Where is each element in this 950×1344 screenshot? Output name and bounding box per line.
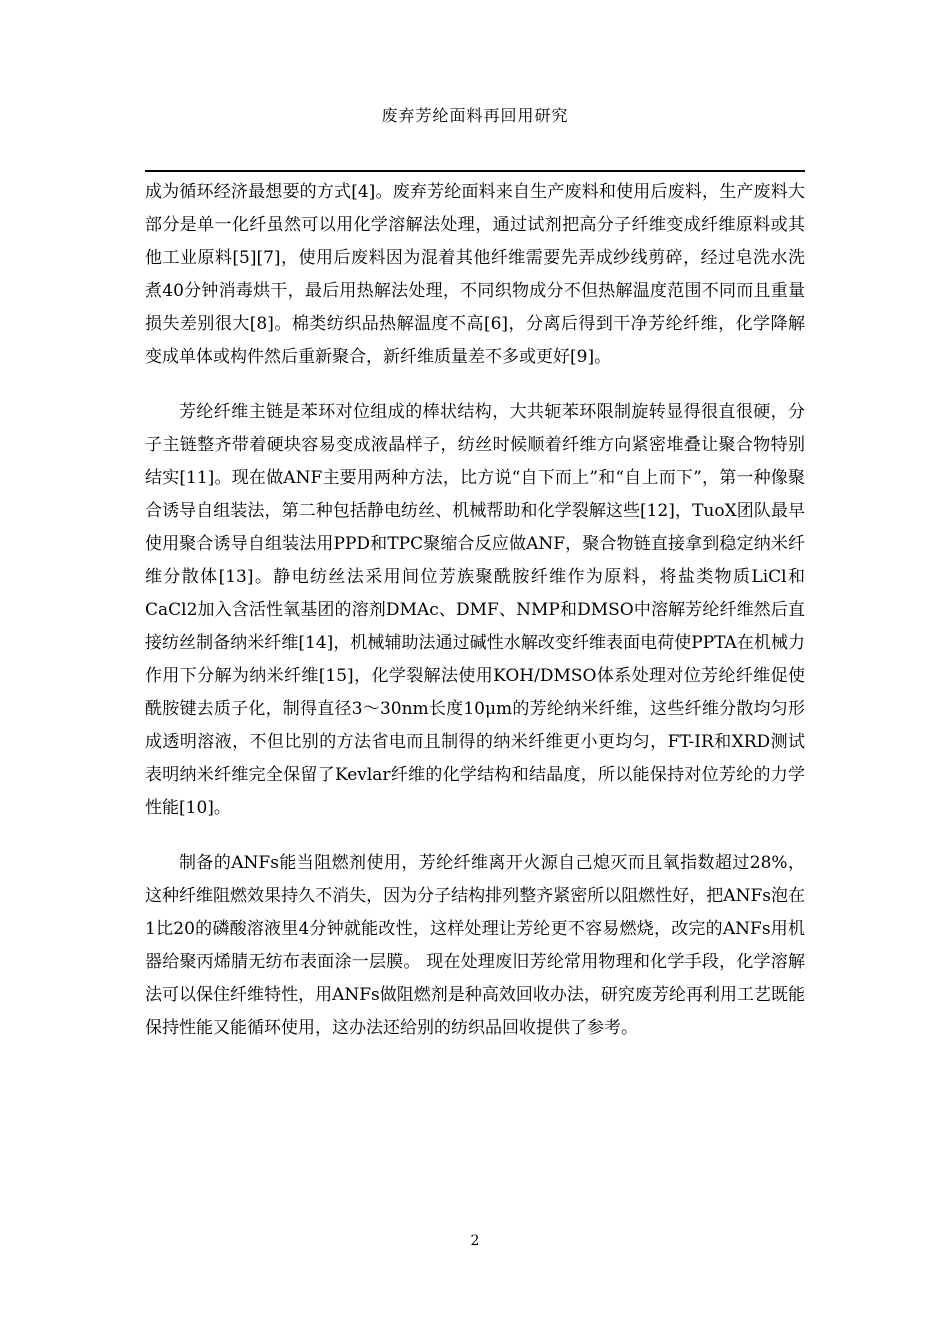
paragraph-continued: 成为循环经济最想要的方式[4]。废弃芳纶面料来自生产废料和使用后废料，生产废料大部分是单一化纤虽然可以用化学溶解法处理，通过试剂把高分子纤维变成纤维原料或其他工业原料[5][7]，使用后废料因为混着其他纤维需要先弄成纱线剪碎，经过皂洗水洗煮40分钟消毒烘干，最后用热解法处理，不同织物成分不但热解温度范围不同而且重量损失差别很大[8]。棉类纺织品热解温度不高[6]，分离后得到干净芳纶纤维，化学降解变成单体或构件然后重新聚合，新纤维质量差不多或更好[9]。 (145, 182, 805, 367)
paragraph-flame-retardant: 制备的ANFs能当阻燃剂使用，芳纶纤维离开火源自己熄灭而且氧指数超过28%，这种纤维阻燃效果持久不消失，因为分子结构排列整齐紧密所以阻燃性好，把ANFs泡在1比20的磷酸溶液里4分钟就能改性，这样处理让芳纶更不容易燃烧，改完的ANFs用机器给聚丙烯腈无纺布表面涂一层膜。 现在处理废旧芳纶常用物理和化学手段，化学溶解法可以保住纤维特性，用ANFs做阻燃剂是种高效回收办法，研究废芳纶再利用工艺既能保持性能又能循环使用，这办法还给别的纺织品回收提供了参考。 (145, 853, 805, 1038)
page-number: 2 (470, 1233, 480, 1249)
running-header: 废弃芳纶面料再回用研究 (381, 106, 569, 125)
header-divider (145, 170, 805, 172)
paragraph-aramid-structure: 芳纶纤维主链是苯环对位组成的棒状结构，大共轭苯环限制旋转显得很直很硬，分子主链整齐带着硬块容易变成液晶样子，纺丝时候顺着纤维方向紧密堆叠让聚合物特别结实[11]。现在做ANF主要用两种方法，比方说“自下而上”和“自上而下”，第一种像聚合诱导自组装法，第二种包括静电纺丝、机械帮助和化学裂解这些[12]，TuoX团队最早使用聚合诱导自组装法用PPD和TPC聚缩合反应做ANF，聚合物链直接拿到稳定纳米纤维分散体[13]。静电纺丝法采用间位芳族聚酰胺纤维作为原料，将盐类物质LiCl和CaCl2加入含活性氧基团的溶剂DMAc、DMF、NMP和DMSO中溶解芳纶纤维然后直接纺丝制备纳米纤维[14]，机械辅助法通过碱性水解改变纤维表面电荷使PPTA在机械力作用下分解为纳米纤维[15]，化学裂解法使用KOH/DMSO体系处理对位芳纶纤维促使酰胺键去质子化，制得直径3～30nm长度10μm的芳纶纳米纤维，这些纤维分散均匀形成透明溶液，不但比别的方法省电而且制得的纳米纤维更小更均匀，FT-IR和XRD测试表明纳米纤维完全保留了Kevlar纤维的化学结构和结晶度，所以能保持对位芳纶的力学性能[10]。 (145, 402, 805, 818)
body-text (145, 176, 805, 1045)
